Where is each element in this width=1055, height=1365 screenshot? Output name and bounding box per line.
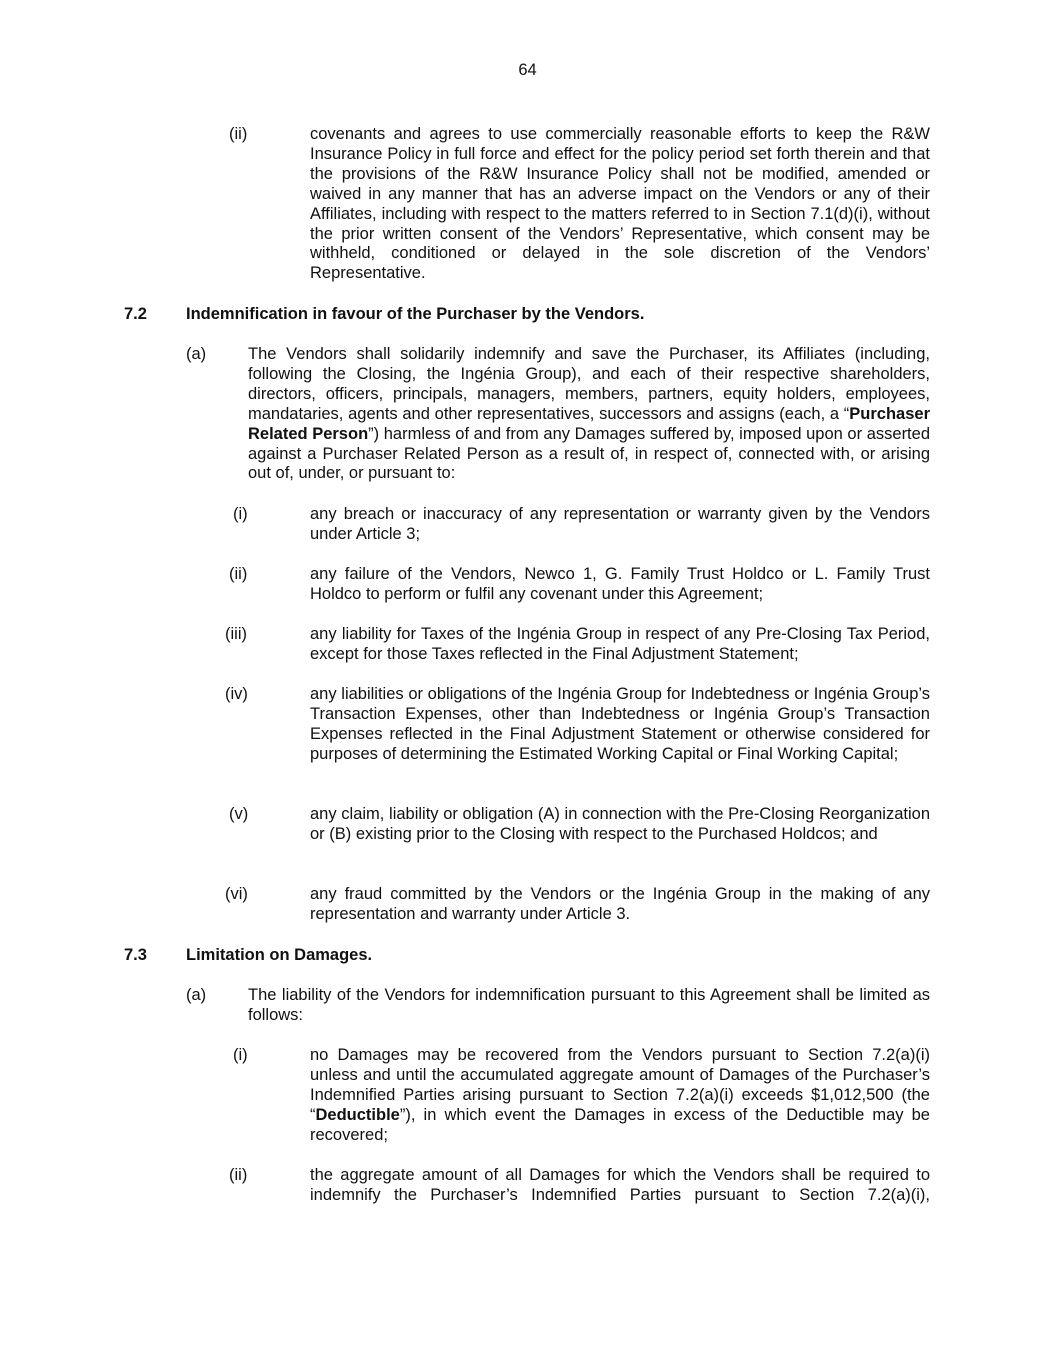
item-text: any claim, liability or obligation (A) in connection with the Pre-Closing Reorganization or (B) existing prior to the Closing with respect to the Purchased Holdcos; and	[310, 805, 930, 843]
item-label: (iii)	[225, 625, 247, 643]
item-label: (v)	[229, 805, 249, 823]
section-number: 7.3	[124, 946, 147, 964]
item-text: any breach or inaccuracy of any representation or warranty given by the Vendors under Article 3;	[310, 505, 930, 543]
clause-text: covenants and agrees to use commercially reasonable efforts to keep the R&W Insurance Policy in full force and effect for the policy period set forth therein and that the provisions of the R&W Insurance Policy shall not be modified, amended or waived in any manner that has an adverse impact on the Vendors or any of their Affiliates, including with respect to the matters referred to in Section 7.1(d)(i), without the prior written consent of the Vendors’ Representative, which consent may be withheld, conditioned or delayed in the sole discretion of the Vendors’ Representative.	[310, 125, 930, 283]
item-text: any failure of the Vendors, Newco 1, G. Family Trust Holdco or L. Family Trust Holdco to perform or fulfil any covenant under this Agreement;	[310, 565, 930, 603]
item-label: (vi)	[225, 885, 248, 903]
defined-term: Deductible	[315, 1105, 400, 1124]
page-number: 64	[518, 61, 537, 79]
item-label: (i)	[233, 1046, 248, 1064]
paragraph-text: The liability of the Vendors for indemnification pursuant to this Agreement shall be limited as follows:	[248, 986, 930, 1024]
item-text: the aggregate amount of all Damages for which the Vendors shall be required to indemnify the Purchaser’s Indemnified Parties pursuant to Section 7.2(a)(i),	[310, 1166, 930, 1204]
item-text: any fraud committed by the Vendors or the Ingénia Group in the making of any representation and warranty under Article 3.	[310, 885, 930, 923]
item-label: (iv)	[225, 685, 248, 703]
item-label: (ii)	[229, 565, 248, 583]
section-number: 7.2	[124, 305, 147, 323]
item-text: any liability for Taxes of the Ingénia Group in respect of any Pre-Closing Tax Period, except for those Taxes reflected in the Final Adjustment Statement;	[310, 625, 930, 663]
item-text	[310, 1046, 930, 1146]
defined-term: Purchaser Related Person	[248, 404, 930, 443]
item-text: any liabilities or obligations of the Ingénia Group for Indebtedness or Ingénia Group’s Transaction Expenses, other than Indebtedness or Ingénia Group’s Transaction Expenses reflected in the Final Adjustment Statement or otherwise considered for purposes of determining the Estimated Working Capital or Final Working Capital;	[310, 685, 930, 763]
item-label: (ii)	[229, 1166, 248, 1184]
clause-label: (ii)	[229, 125, 248, 143]
section-title: Limitation on Damages.	[186, 946, 373, 964]
text-segment: ”), in which event the Damages in excess of the Deductible may be recovered;	[310, 1105, 930, 1144]
text-segment: The Vendors shall solidarily indemnify and save the Purchaser, its Affiliates (including, following the Closing, the Ingénia Group), and each of their respective shareholders, directors, officers, principals, managers, members, partners, equity holders, employees, mandataries, agents and other representatives, successors and assigns (each, a “	[248, 345, 930, 423]
paragraph-label: (a)	[186, 345, 207, 363]
item-label: (i)	[233, 505, 248, 523]
text-segment: no Damages may be recovered from the Vendors pursuant to Section 7.2(a)(i) unless and until the accumulated aggregate amount of Damages of the Purchaser’s Indemnified Parties arising pursuant to Section 7.2(a)(i) exceeds $1,012,500 (the “	[310, 1046, 930, 1124]
section-title: Indemnification in favour of the Purchaser by the Vendors.	[186, 305, 645, 323]
paragraph-text	[248, 345, 930, 484]
text-segment: ”) harmless of and from any Damages suffered by, imposed upon or asserted against a Purchaser Related Person as a result of, in respect of, connected with, or arising out of, under, or pursuant to:	[248, 424, 930, 483]
paragraph-label: (a)	[186, 986, 207, 1004]
